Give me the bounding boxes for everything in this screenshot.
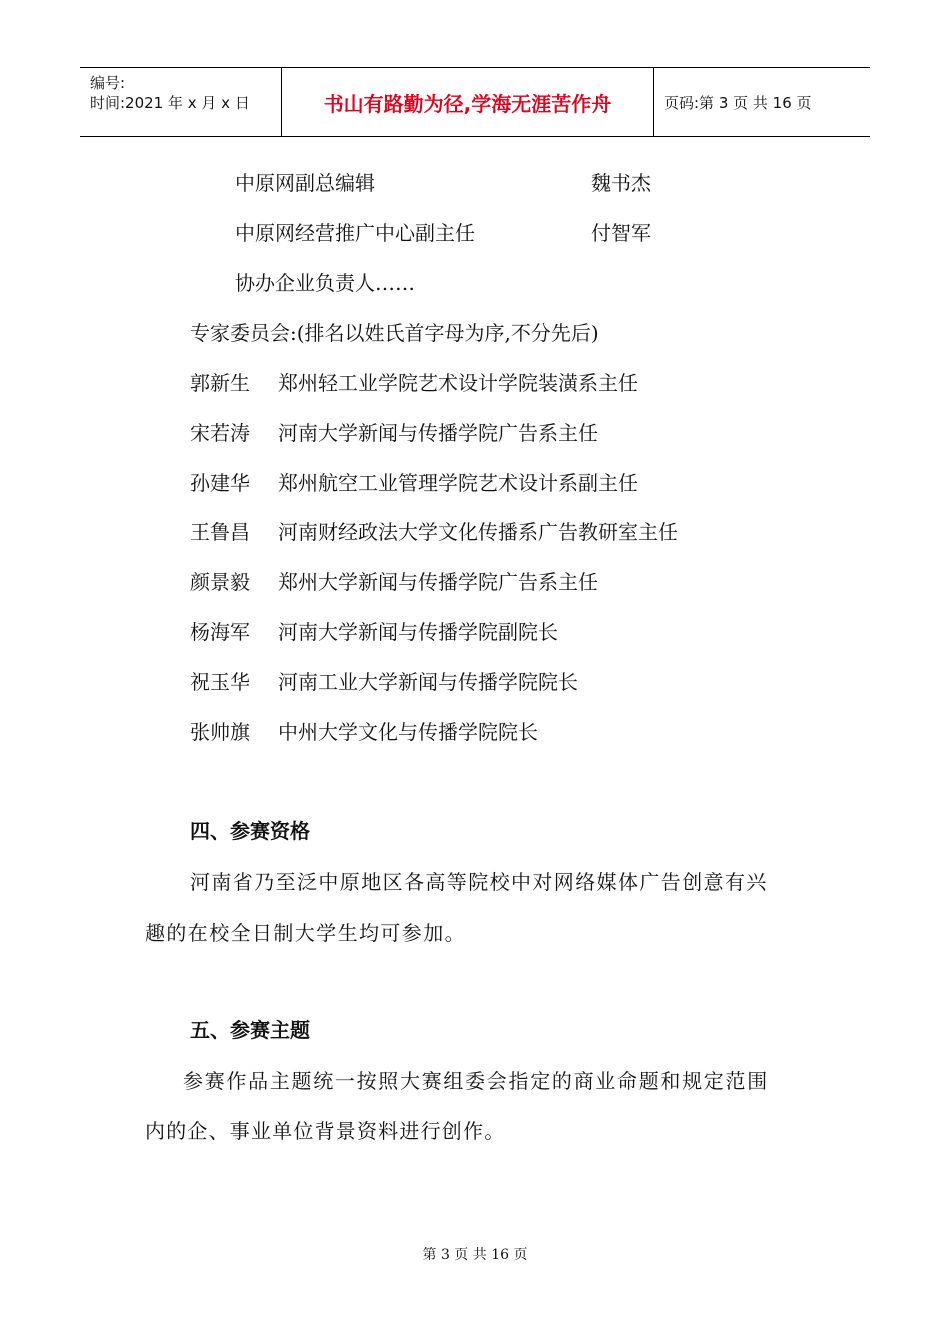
expert-name: 王鲁昌: [190, 520, 250, 544]
expert-name: 张帅旗: [190, 720, 250, 744]
header-page-number: 页码:第 3 页 共 16 页: [664, 93, 812, 112]
expert-affiliation: 郑州大学新闻与传播学院广告系主任: [278, 570, 598, 594]
expert-affiliation: 河南大学新闻与传播学院广告系主任: [278, 421, 598, 445]
expert-name: 杨海军: [190, 620, 250, 644]
expert-affiliation: 河南财经政法大学文化传播系广告教研室主任: [278, 520, 678, 544]
expert-affiliation: 郑州轻工业学院艺术设计学院装潢系主任: [278, 371, 638, 395]
section-heading: 四、参赛资格: [190, 819, 310, 843]
expert-affiliation: 河南工业大学新闻与传播学院院长: [278, 670, 578, 694]
header-meta: [80, 68, 282, 136]
expert-name: 颜景毅: [190, 570, 250, 594]
role-name: 付智军: [591, 221, 651, 245]
expert-affiliation: 河南大学新闻与传播学院副院长: [278, 620, 558, 644]
paragraph-line: 河南省乃至泛中原地区各高等院校中对网络媒体广告创意有兴: [190, 870, 768, 894]
expert-name: 孙建华: [190, 471, 250, 495]
expert-name: 祝玉华: [190, 670, 250, 694]
expert-affiliation: 郑州航空工业管理学院艺术设计系副主任: [278, 471, 638, 495]
document-number-label: 编号:: [90, 74, 126, 92]
page-header: [80, 67, 870, 137]
paragraph-line: 参赛作品主题统一按照大赛组委会指定的商业命题和规定范围: [183, 1069, 769, 1093]
role-title: 中原网经营推广中心副主任: [235, 221, 475, 245]
role-title: 协办企业负责人……: [235, 271, 415, 295]
paragraph-line: 趣的在校全日制大学生均可参加。: [145, 921, 466, 945]
role-name: 魏书杰: [591, 171, 651, 195]
section-heading: 五、参赛主题: [190, 1018, 310, 1042]
expert-name: 郭新生: [190, 371, 250, 395]
paragraph-line: 内的企、事业单位背景资料进行创作。: [145, 1119, 506, 1143]
document-time-label: 时间:2021 年 x 月 x 日: [90, 94, 250, 112]
expert-committee-heading: 专家委员会:(排名以姓氏首字母为序,不分先后): [190, 321, 599, 345]
expert-affiliation: 中州大学文化与传播学院院长: [278, 720, 538, 744]
role-title: 中原网副总编辑: [235, 171, 375, 195]
expert-name: 宋若涛: [190, 421, 250, 445]
header-motto: 书山有路勤为径,学海无涯苦作舟: [282, 68, 654, 136]
page-footer: 第 3 页 共 16 页: [422, 1247, 528, 1263]
